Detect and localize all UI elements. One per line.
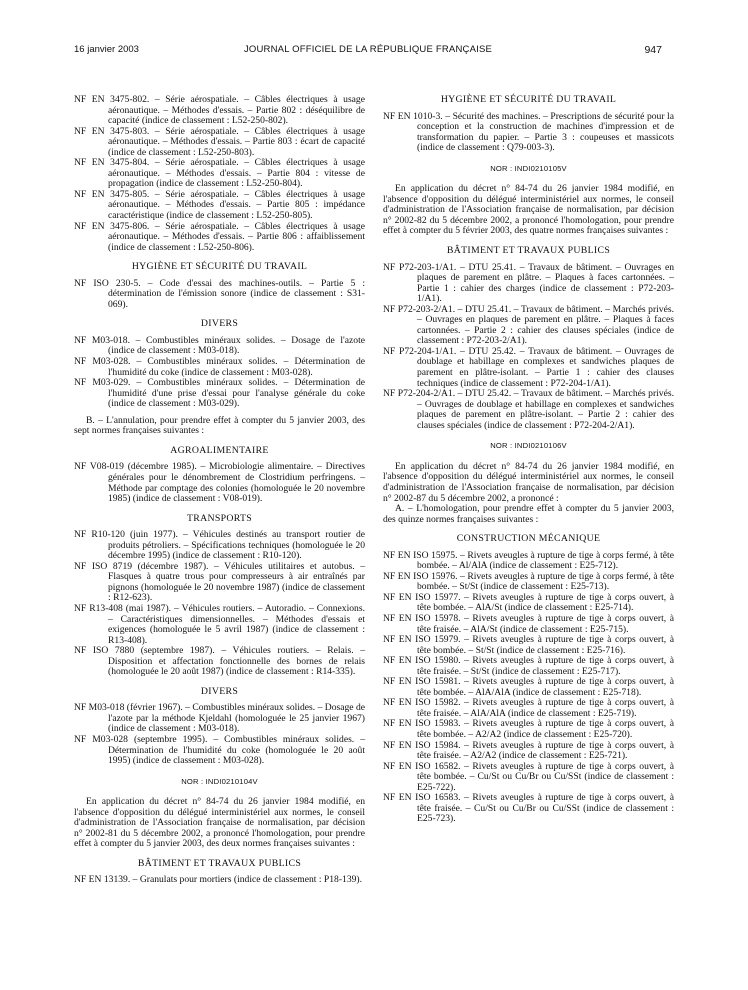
- standard-entry: NF EN ISO 15983. – Rivets aveugles à rupture de tige à corps ouvert, à tête bombée. – A2/A2 (indice de classement : E25-720).: [383, 718, 674, 740]
- standard-entry: NF M03-028 (septembre 1995). – Combustibles minéraux solides. – Détermination de l'humidité du coke (homologuée le 20 août 1995) (indice de classement : M03-028).: [74, 733, 365, 767]
- standards-list: [74, 462, 365, 504]
- section-heading: BÂTIMENT ET TRAVAUX PUBLICS: [446, 245, 611, 257]
- standard-entry: NF R10-120 (juin 1977). – Véhicules destinés au transport routier de produits pétroliers. – Spécifications techniques (homologuée le 20 décembre 1995) (indice de classement : R10-120).: [74, 529, 365, 562]
- standards-list: [74, 875, 365, 886]
- standard-entry: NF EN ISO 16583. – Rivets aveugles à rupture de tige à corps ouvert, à tête fraisée. – Cu/St ou Cu/Br ou Cu/SSt (indice de classement : E25-723).: [383, 792, 674, 825]
- page-header: [74, 44, 662, 58]
- standard-entry: NF EN ISO 15984. – Rivets aveugles à rupture de tige à corps ouvert, à tête fraisée. – A2/A2 (indice de classement : E25-721).: [383, 739, 674, 762]
- standards-list: [383, 263, 674, 432]
- standard-entry: NF EN 3475-802. – Série aérospatiale. – Câbles électriques à usage aéronautique. – Méthodes d'essais. – Partie 802 : déséquilibre de capacité (indice de classement : L52-250-802).: [74, 94, 365, 127]
- standard-entry: NF EN ISO 15977. – Rivets aveugles à rupture de tige à corps ouvert, à tête bombée. – AlA/St (indice de classement : E25-714).: [383, 591, 674, 614]
- paragraph: En application du décret n° 84-74 du 26 janvier 1984 modifié, en l'absence d'opposition du délégué interministériel aux normes, le conseil d'administration de l'Association française de normalisation, par décision n° 2002-87 du 5 décembre 2002, a prononcé :: [383, 460, 674, 504]
- left-column: [74, 95, 365, 886]
- header-title: JOURNAL OFFICIEL DE LA RÉPUBLIQUE FRANÇAISE: [243, 44, 493, 55]
- section-heading: AGROALIMENTAIRE: [170, 444, 269, 456]
- standards-list: [383, 112, 674, 154]
- standard-entry: NF EN 3475-806. – Série aérospatiale. – Câbles électriques à usage aéronautique. – Méthodes d'essais. – Partie 806 : affaiblissement (indice de classement : L52-250-806).: [74, 220, 365, 253]
- standard-entry: NF M03-018 (février 1967). – Combustibles minéraux solides. – Dosage de l'azote par la méthode Kjeldahl (homologuée le 25 janvier 1967) (indice de classement : M03-018).: [74, 702, 365, 735]
- standard-entry: NF EN ISO 15978. – Rivets aveugles à rupture de tige à corps ouvert, à tête fraisée. – AlA/St (indice de classement : E25-715).: [383, 612, 674, 635]
- right-column: [383, 95, 674, 825]
- standards-list: [74, 703, 365, 766]
- header-date: 16 janvier 2003: [74, 44, 139, 55]
- standards-list: [383, 551, 674, 825]
- standard-entry: NF EN 13139. – Granulats pour mortiers (indice de classement : P18-139).: [74, 874, 363, 886]
- standard-entry: NF ISO 230-5. – Code d'essai des machines-outils. – Partie 5 : détermination de l'émission sonore (indice de classement : S31-069).: [74, 277, 365, 310]
- section-heading: HYGIÈNE ET SÉCURITÉ DU TRAVAIL: [440, 94, 617, 105]
- standard-entry: NF P72-204-2/A1. – DTU 25.42. – Travaux de bâtiment. – Marchés privés. – Ouvrages de doublage et habillage en complexes et sandwiches plaques de parement en plâtre-isolant. – Partie 2 : cahier des clauses spéciales (indice de classement : P72-204-2/A1).: [383, 388, 674, 431]
- section-heading: DIVERS: [200, 685, 239, 697]
- standard-entry: NF EN ISO 15979. – Rivets aveugles à rupture de tige à corps ouvert, à tête bombée. – St/St (indice de classement : E25-716).: [383, 634, 674, 656]
- standard-entry: NF EN ISO 16582. – Rivets aveugles à rupture de tige à corps ouvert, à tête bombée. – Cu/St ou Cu/Br ou Cu/SSt (indice de classement : E25-722).: [383, 760, 674, 793]
- standards-list: [74, 336, 365, 410]
- standard-entry: NF V08-019 (décembre 1985). – Microbiologie alimentaire. – Directives générales pour le dénombrement de Clostridium perfringens. – Méthode par comptage des colonies (homologuée le 20 novembre 1985) (indice de classement : V08-019).: [74, 461, 365, 505]
- standards-list: [74, 530, 365, 678]
- standard-entry: NF M03-028. – Combustibles minéraux solides. – Détermination de l'humidité du coke (indice de classement : M03-028).: [74, 356, 365, 378]
- paragraph: B. – L'annulation, pour prendre effet à compter du 5 janvier 2003, des sept normes françaises suivantes :: [74, 414, 365, 437]
- standard-entry: NF P72-203-1/A1. – DTU 25.41. – Travaux de bâtiment. – Ouvrages en plaques de parement en plâtre. – Plaques à faces cartonnées. – Partie 1 : cahier des charges (indice de classement : P72-203-1/A1).: [383, 261, 674, 305]
- standard-entry: NF M03-029. – Combustibles minéraux solides. – Détermination de l'humidité d'une prise d'essai pour l'analyse générale du coke (indice de classement : M03-029).: [74, 377, 365, 410]
- nor-reference: NOR : INDI0210104V: [181, 776, 258, 786]
- standard-entry: NF EN 3475-805. – Série aérospatiale. – Câbles électriques à usage aéronautique. – Méthodes d'essais. – Partie 805 : impédance caractéristique (indice de classement : L52-250-805).: [74, 188, 365, 222]
- standard-entry: NF EN ISO 15976. – Rivets aveugles à rupture de tige à corps fermé, à tête bombée. – St/St (indice de classement : E25-713).: [383, 570, 674, 593]
- nor-reference: NOR : INDI0210105V: [490, 163, 567, 173]
- standard-entry: NF R13-408 (mai 1987). – Véhicules routiers. – Autoradio. – Connexions. – Caractéristiques dimensionnelles. – Méthodes d'essais et exigences (homologuée le 5 avril 1987) (indice de classement : R13-408).: [74, 602, 365, 646]
- section-heading: HYGIÈNE ET SÉCURITÉ DU TRAVAIL: [131, 261, 308, 273]
- nor-reference: NOR : INDI0210106V: [490, 441, 567, 451]
- section-heading: DIVERS: [200, 318, 239, 330]
- standard-entry: NF M03-018. – Combustibles minéraux solides. – Dosage de l'azote (indice de classement : M03-018).: [74, 334, 365, 357]
- standard-entry: NF EN 3475-803. – Série aérospatiale. – Câbles électriques à usage aéronautique. – Méthodes d'essais. – Partie 803 : écart de capacité (indice de classement : L52-250-803).: [74, 125, 365, 158]
- section-heading: TRANSPORTS: [186, 512, 253, 524]
- paragraph: En application du décret n° 84-74 du 26 janvier 1984 modifié, en l'absence d'opposition du délégué interministériel aux normes, le conseil d'administration de l'Association française de normalisation, par décision n° 2002-82 du 5 décembre 2002, a prononcé l'homologation, pour prendre effet à compter du 5 février 2003, des quatre normes françaises suivantes :: [383, 183, 674, 237]
- standard-entry: NF EN ISO 15975. – Rivets aveugles à rupture de tige à corps fermé, à tête bombée. – Al/AlA (indice de classement : E25-712).: [383, 549, 674, 572]
- standard-entry: NF EN ISO 15980. – Rivets aveugles à rupture de tige à corps ouvert, à tête fraisée. – St/St (indice de classement : E25-717).: [383, 655, 674, 677]
- section-heading: BÂTIMENT ET TRAVAUX PUBLICS: [137, 857, 302, 869]
- standard-entry: NF P72-204-1/A1. – DTU 25.42. – Travaux de bâtiment. – Ouvrages de doublage et habillage en complexes et sandwiches plaques de parement en plâtre-isolant. – Partie 1 : cahier des clauses techniques (indice de classement : P72-204-1/A1).: [383, 345, 674, 389]
- paragraph: En application du décret n° 84-74 du 26 janvier 1984 modifié, en l'absence d'opposition du délégué interministériel aux normes, le conseil d'administration de l'Association française de normalisation, par décision n° 2002-81 du 5 décembre 2002, a prononcé l'homologation, pour prendre effet à compter du 5 janvier 2003, des deux normes françaises suivantes :: [74, 796, 365, 850]
- standard-entry: NF EN ISO 15982. – Rivets aveugles à rupture de tige à corps ouvert, à tête fraisée. – AlA/AlA (indice de classement : E25-719).: [383, 697, 674, 719]
- standard-entry: NF EN 1010-3. – Sécurité des machines. – Prescriptions de sécurité pour la conception et la construction de machines d'impression et de transformation du papier. – Partie 3 : coupeuses et massicots (indice de classement : Q79-003-3).: [383, 110, 674, 154]
- standards-list: [74, 95, 365, 253]
- standard-entry: NF P72-203-2/A1. – DTU 25.41. – Travaux de bâtiment. – Marchés privés. – Ouvrages en plaques de parement en plâtre. – Plaques à faces cartonnées. – Partie 2 : cahier des clauses spéciales (indice de classement : P72-203-2/A1).: [383, 303, 674, 347]
- page-number: 947: [644, 44, 662, 56]
- standard-entry: NF ISO 8719 (décembre 1987). – Véhicules utilitaires et autobus. – Flasques à quatre trous pour compresseurs à air entraînés par pignons (homologuée le 20 novembre 1987) (indice de classement : R12-623).: [74, 560, 365, 604]
- standards-list: [74, 279, 365, 311]
- paragraph: A. – L'homologation, pour prendre effet à compter du 5 janvier 2003, des quinze normes françaises suivantes :: [383, 503, 674, 525]
- standard-entry: NF EN 3475-804. – Série aérospatiale. – Câbles électriques à usage aéronautique. – Méthodes d'essais. – Partie 804 : vitesse de propagation (indice de classement : L52-250-804).: [74, 157, 365, 190]
- standard-entry: NF ISO 7880 (septembre 1987). – Véhicules routiers. – Relais. – Disposition et affectation fonctionnelle des bornes de relais (homologuée le 20 août 1987) (indice de classement : R14-335).: [74, 645, 365, 678]
- section-heading: CONSTRUCTION MÉCANIQUE: [456, 533, 601, 545]
- standard-entry: NF EN ISO 15981. – Rivets aveugles à rupture de tige à corps ouvert, à tête bombée. – AlA/AlA (indice de classement : E25-718).: [383, 676, 674, 698]
